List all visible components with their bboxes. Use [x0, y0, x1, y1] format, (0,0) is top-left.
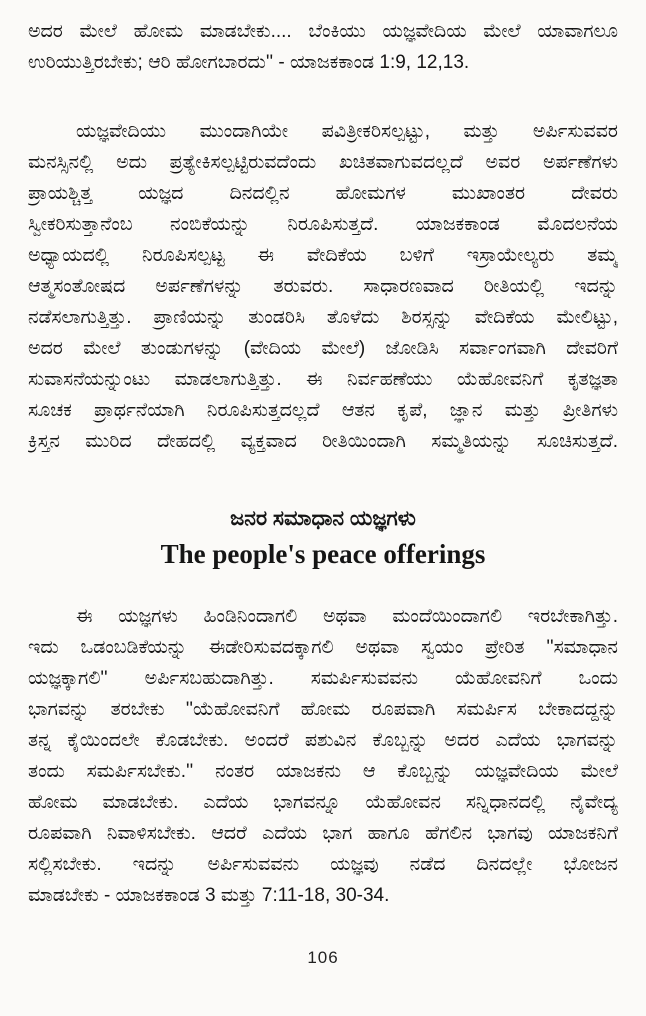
paragraph-altar-sanctified	[28, 116, 618, 457]
text-line: ನಡೆಸಲಾಗುತ್ತಿತ್ತು. ಪ್ರಾಣಿಯನ್ನು ತುಂಡರಿಸಿ ತೊಳೆದು ಶಿರಸ್ಸನ್ನು ವೇದಿಕೆಯ ಮೇಲಿಟ್ಟು,	[28, 307, 618, 328]
text-line: ಈ ಯಜ್ಞಗಳು ಹಿಂಡಿನಿಂದಾಗಲಿ ಅಥವಾ ಮಂದೆಯಿಂದಾಗಲಿ ಇರಬೇಕಾಗಿತ್ತು.	[76, 606, 618, 627]
text-line: ಮಾಡಬೇಕು - ಯಾಜಕಕಾಂಡ 3 ಮತ್ತು 7:11-18, 30-34.	[28, 885, 390, 906]
text-line: ರೂಪವಾಗಿ ನಿವಾಳಿಸಬೇಕು. ಆದರೆ ಎದೆಯ ಭಾಗ ಹಾಗೂ ಹೆಗಲಿನ ಭಾಗವು ಯಾಜಕನಿಗೆ	[28, 823, 618, 844]
text-line: ಅದರ ಮೇಲೆ ತುಂಡುಗಳನ್ನು (ವೇದಿಯ ಮೇಲೆ) ಜೋಡಿಸಿ ಸರ್ವಾಂಗವಾಗಿ ದೇವರಿಗೆ	[28, 338, 618, 359]
section-heading-english: The people's peace offerings	[160, 539, 486, 569]
text-line: ಭಾಗವನ್ನು ತರಬೇಕು ''ಯೆಹೋವನಿಗೆ ಹೋಮ ರೂಪವಾಗಿ ಸಮರ್ಪಿಸ ಬೇಕಾದದ್ದನ್ನು	[28, 699, 618, 720]
text-line: ಯಜ್ಞಕ್ಕಾಗಲಿ'' ಅರ್ಪಿಸಬಹುದಾಗಿತ್ತು. ಸಮರ್ಪಿಸುವವನು ಯೆಹೋವನಿಗೆ ಒಂದು	[28, 668, 618, 689]
text-line: ಸಲ್ಲಿಸಬೇಕು. ಇದನ್ನು ಅರ್ಪಿಸುವವನು ಯಜ್ಞವು ನಡೆದ ದಿನದಲ್ಲೇ ಭೋಜನ	[28, 854, 618, 875]
text-line: ತಂದು ಸಮರ್ಪಿಸಬೇಕು.'' ನಂತರ ಯಾಜಕನು ಆ ಕೊಬ್ಬನ್ನು ಯಜ್ಞವೇದಿಯ ಮೇಲೆ	[28, 761, 618, 782]
paragraph-peace-offerings	[28, 601, 618, 911]
text-line: ಆತ್ಮಸಂತೋಷದ ಅರ್ಪಣೆಗಳನ್ನು ತರುವರು. ಸಾಧಾರಣವಾದ ರೀತಿಯಲ್ಲಿ ಇದನ್ನು	[28, 276, 618, 297]
text-line: ಸುವಾಸನೆಯನ್ನುಂಟು ಮಾಡಲಾಗುತ್ತಿತ್ತು. ಈ ನಿರ್ವಹಣೆಯು ಯೆಹೋವನಿಗೆ ಕೃತಜ್ಞತಾ	[28, 369, 618, 390]
section-heading-kannada: ಜನರ ಸಮಾಧಾನ ಯಜ್ಞಗಳು	[230, 507, 416, 530]
text-line: ಅದರ ಮೇಲೆ ಹೋಮ ಮಾಡಬೇಕು.... ಬೆಂಕಿಯು ಯಜ್ಞವೇದಿಯ ಮೇಲೆ ಯಾವಾಗಲೂ	[28, 21, 618, 42]
text-line: ಯಜ್ಞವೇದಿಯು ಮುಂದಾಗಿಯೇ ಪವಿತ್ರೀಕರಿಸಲ್ಪಟ್ಟು, ಮತ್ತು ಅರ್ಪಿಸುವವರ	[76, 121, 618, 142]
text-line: ಹೋಮ ಮಾಡಬೇಕು. ಎದೆಯ ಭಾಗವನ್ನೂ ಯೆಹೋವನ ಸನ್ನಿಧಾನದಲ್ಲಿ ನೈವೇದ್ಯ	[28, 792, 618, 813]
text-line: ಇದು ಒಡಂಬಡಿಕೆಯನ್ನು ಈಡೇರಿಸುವದಕ್ಕಾಗಲಿ ಅಥವಾ ಸ್ವಯಂ ಪ್ರೇರಿತ ''ಸಮಾಧಾನ	[28, 637, 618, 658]
text-line: ಮನಸ್ಸಿನಲ್ಲಿ ಅದು ಪ್ರತ್ಯೇಕಿಸಲ್ಪಟ್ಟಿರುವದೆಂದು ಖಚಿತವಾಗುವದಲ್ಲದೆ ಅವರ ಅರ್ಪಣೆಗಳು	[28, 152, 618, 173]
text-line: ತನ್ನ ಕೈಯಿಂದಲೇ ಕೊಡಬೇಕು. ಅಂದರೆ ಪಶುವಿನ ಕೊಬ್ಬನ್ನು ಅದರ ಎದೆಯ ಭಾಗವನ್ನು	[28, 730, 618, 751]
text-line: ಸ್ವೀಕರಿಸುತ್ತಾನೆಂಬ ನಂಬಿಕೆಯನ್ನು ನಿರೂಪಿಸುತ್ತದೆ. ಯಾಜಕಕಾಂಡ ಮೊದಲನೆಯ	[28, 214, 618, 235]
text-line: ಅಧ್ಯಾಯದಲ್ಲಿ ನಿರೂಪಿಸಲ್ಪಟ್ಟ ಈ ವೇದಿಕೆಯ ಬಳಿಗೆ ಇಸ್ರಾಯೇಲ್ಯರು ತಮ್ಮ	[28, 245, 618, 266]
paragraph-continuation	[28, 16, 618, 78]
text-line: ಉರಿಯುತ್ತಿರಬೇಕು; ಆರಿ ಹೋಗಬಾರದು'' - ಯಾಜಕಕಾಂಡ 1:9, 12,13.	[28, 52, 470, 73]
text-line: ಸೂಚಕ ಪ್ರಾರ್ಥನೆಯಾಗಿ ನಿರೂಪಿಸುತ್ತದಲ್ಲದೆ ಆತನ ಕೃಪೆ, ಜ್ಞಾನ ಮತ್ತು ಪ್ರೀತಿಗಳು	[28, 400, 618, 421]
text-line: ಕ್ರಿಸ್ತನ ಮುರಿದ ದೇಹದಲ್ಲಿ ವ್ಯಕ್ತವಾದ ರೀತಿಯಿಂದಾಗಿ ಸಮ್ಮತಿಯನ್ನು ಸೂಚಿಸುತ್ತದೆ.	[28, 431, 618, 452]
text-line: ಪ್ರಾಯಶ್ಚಿತ್ತ ಯಜ್ಞದ ದಿನದಲ್ಲಿನ ಹೋಮಗಳ ಮುಖಾಂತರ ದೇವರು	[28, 183, 618, 204]
section-heading	[28, 503, 618, 573]
page-number: 106	[307, 948, 339, 967]
